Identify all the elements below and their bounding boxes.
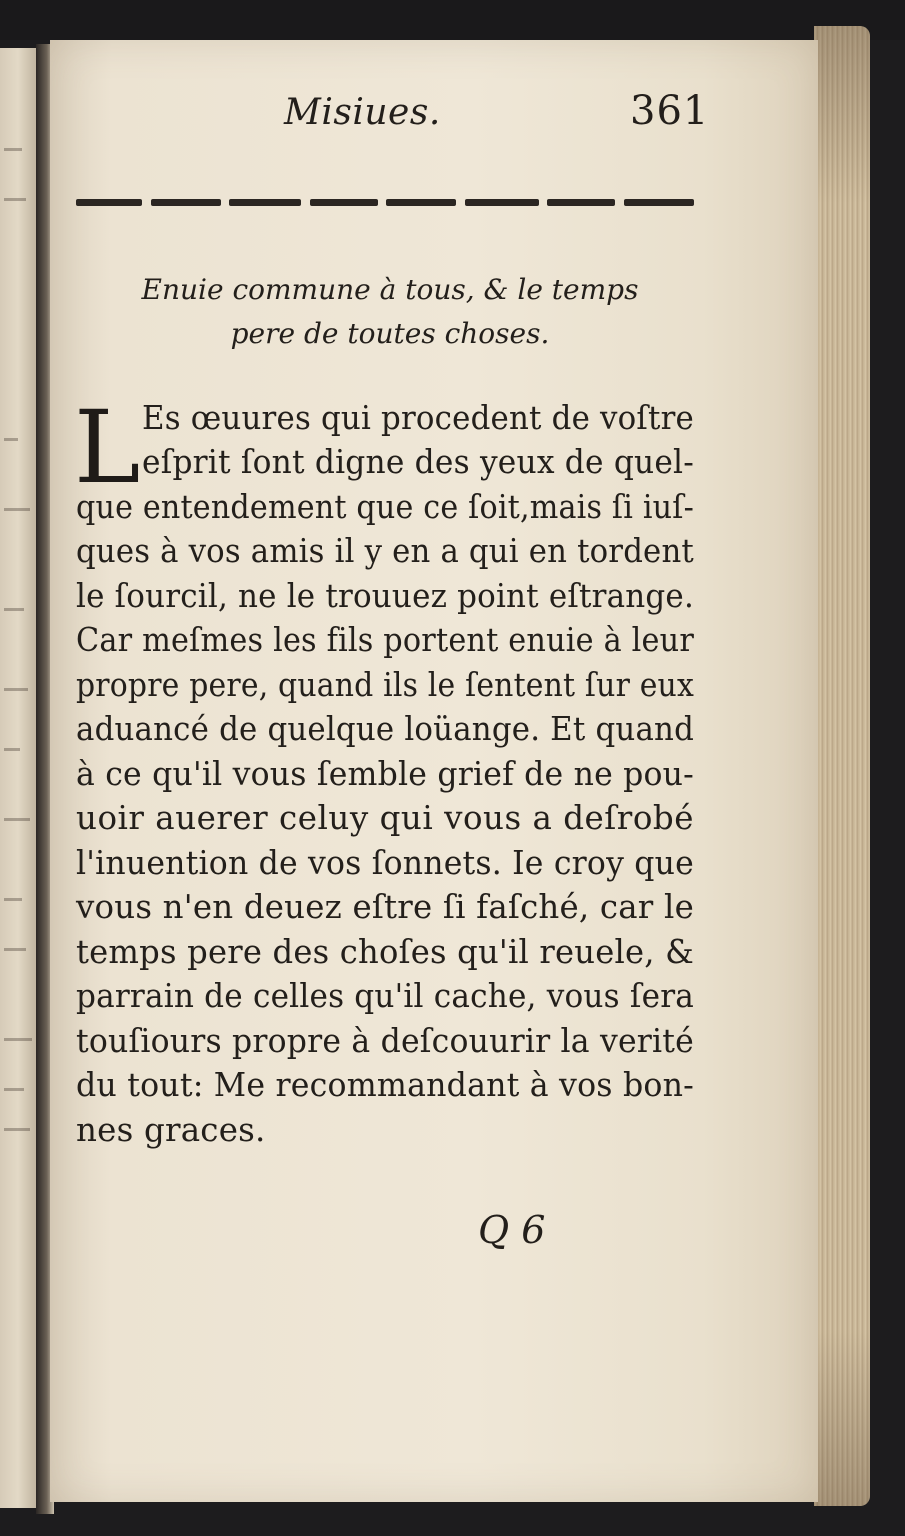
body-line: parrain de celles qu'il cache, vous ſera — [76, 977, 694, 1015]
facing-page-text-trace — [4, 688, 28, 691]
facing-page-edge — [0, 48, 40, 1508]
facing-page-text-trace — [4, 608, 24, 611]
rule-segment — [310, 199, 378, 206]
body-line: à ce qu'il vous ſemble grief de ne pou- — [76, 755, 695, 793]
facing-page-text-trace — [4, 508, 30, 511]
facing-page-text-trace — [4, 1038, 32, 1041]
page-number: 361 — [630, 88, 710, 134]
facing-page-text-trace — [4, 748, 20, 751]
rule-segment — [229, 199, 301, 206]
facing-page-text-trace — [4, 948, 26, 951]
body-line: ques à vos amis il y en a qui en tordent — [76, 532, 694, 570]
rule-segment — [386, 199, 456, 206]
body-line: Car meſmes les fils portent enuie à leur — [76, 621, 695, 659]
body-line: nes graces. — [76, 1111, 266, 1149]
body-line: aduancé de quelque loüange. Et quand — [76, 710, 695, 748]
facing-page-text-trace — [4, 818, 30, 821]
body-line: propre pere, quand ils le ſentent ſur eux — [76, 666, 695, 704]
rule-segment — [547, 199, 615, 206]
body-line: vous n'en deuez eſtre ſi faſché, car le — [76, 888, 694, 926]
facing-page-text-trace — [4, 1128, 30, 1131]
body-line: temps pere des choſes qu'il reuele, & — [76, 933, 695, 971]
body-line: eſprit ſont digne des yeux de quel- — [142, 443, 695, 481]
body-line: l'inuention de vos ſonnets. Ie croy que — [76, 844, 694, 882]
facing-page-text-trace — [4, 198, 26, 201]
page-edges-shading — [814, 26, 870, 1506]
facing-page-text-trace — [4, 438, 18, 441]
facing-page-text-trace — [4, 148, 22, 151]
rule-segment — [624, 199, 694, 206]
rule-segment — [76, 199, 142, 206]
facing-page-text-trace — [4, 1088, 24, 1091]
body-line: le ſourcil, ne le trouuez point eſtrange. — [76, 577, 694, 615]
body-line: touſiours propre à deſcouurir la verité — [76, 1022, 694, 1060]
heading-line-1: Enuie commune à tous, & le temps — [141, 273, 639, 306]
rule-segment — [465, 199, 539, 206]
scan-background-top — [0, 0, 905, 40]
ornamental-rule — [76, 196, 694, 208]
body-line: Es œuures qui procedent de voſtre — [142, 399, 695, 437]
signature-mark: Q 6 — [478, 1208, 546, 1252]
body-line: que entendement que ce ſoit,mais ſi iuſ- — [76, 488, 695, 526]
facing-page-text-trace — [4, 898, 22, 901]
body-line: uoir auerer celuy qui vous a deſrobé — [76, 799, 694, 837]
heading-line-2: pere de toutes choses. — [230, 317, 550, 350]
drop-cap: L — [74, 389, 141, 506]
running-head-title: Misiues. — [284, 92, 441, 133]
section-heading — [110, 268, 670, 356]
body-line: du tout: Me recommandant à vos bon- — [76, 1066, 694, 1104]
rule-segment — [151, 199, 221, 206]
